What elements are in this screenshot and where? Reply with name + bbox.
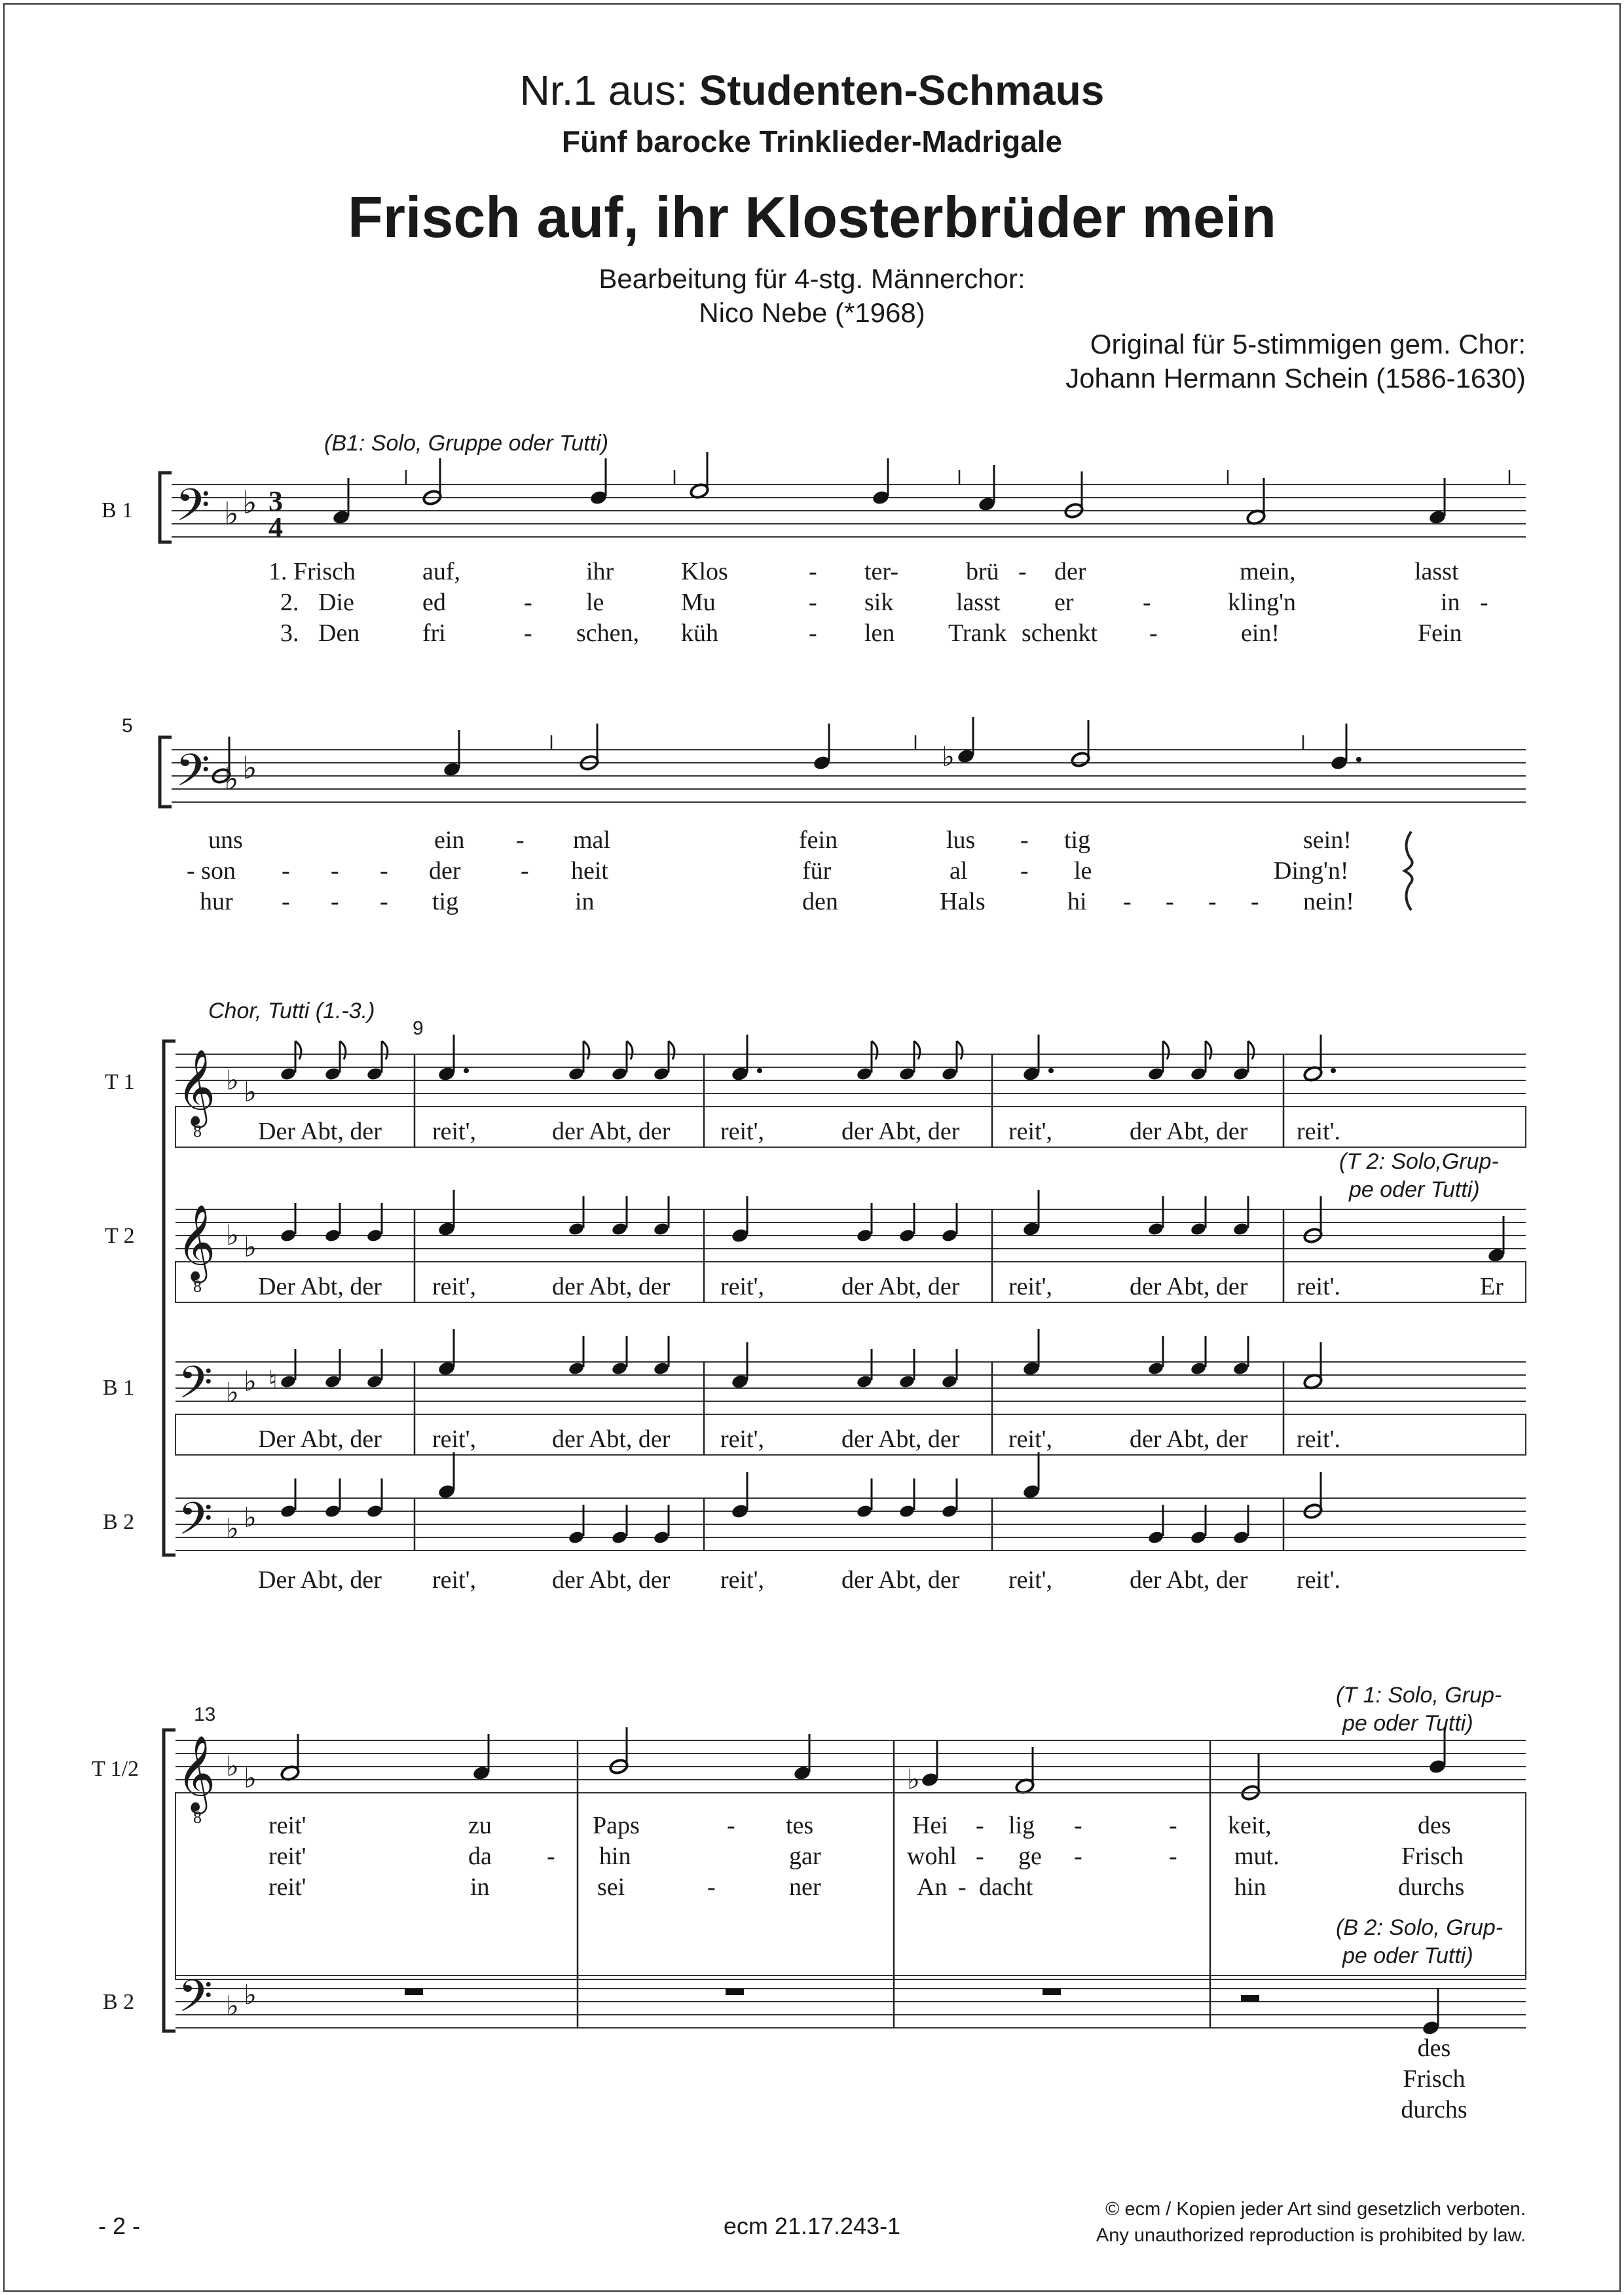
lyric-syllable: den — [802, 888, 838, 915]
staff-t1-2 — [175, 1740, 1526, 1793]
flat-icon: ♭ — [226, 1990, 239, 2022]
note-t2-solo-line2: pe oder Tutti) — [1349, 1177, 1480, 1202]
lyric-syllable: - — [958, 1873, 967, 1901]
lyric-syllable: 2. — [280, 589, 299, 616]
measure-number-5: 5 — [122, 715, 133, 737]
bass-clef-icon: 𝄢 — [175, 480, 210, 542]
lyric-syllable: schenkt — [1022, 619, 1098, 647]
lyrics-verse-3 — [200, 888, 1354, 915]
voice-label-t1-2: T 1/2 — [92, 1757, 139, 1781]
lyric-syllable: des — [1418, 1812, 1451, 1839]
instruction-chor-tutti: Chor, Tutti (1.-3.) — [208, 999, 375, 1023]
lyric-syllable: des — [1417, 2034, 1451, 2062]
lyric-syllable: - — [1208, 888, 1217, 915]
lyrics-t2 — [258, 1273, 1504, 1300]
lyric-syllable: - — [1143, 589, 1151, 616]
lyric-syllable: reit' — [268, 1843, 306, 1870]
lyric-syllable: 1. Frisch — [268, 558, 356, 585]
lyrics-b2 — [258, 1566, 1340, 1594]
lyric-syllable: ihr — [586, 558, 614, 585]
flat-icon: ♭ — [907, 1763, 920, 1795]
lyric-syllable: dacht — [979, 1873, 1033, 1901]
flat-icon: ♭ — [224, 761, 239, 798]
lyric-syllable: er — [1054, 589, 1074, 616]
system-bracket — [164, 1730, 175, 2031]
lyric-syllable: - — [1020, 826, 1029, 854]
lyric-syllable: für — [802, 857, 832, 885]
instruction-b1-solo: (B1: Solo, Gruppe oder Tutti) — [324, 431, 609, 456]
lyric-syllable: - — [1074, 1812, 1082, 1839]
lyric-syllable: ein! — [1241, 619, 1280, 647]
lyric-syllable: - — [524, 619, 532, 647]
system-1 — [101, 431, 1526, 647]
lyric-syllable: der Abt, der — [552, 1425, 671, 1453]
barline-ticks — [406, 470, 1509, 485]
flat-icon: ♭ — [244, 1501, 257, 1533]
lyric-syllable: - — [1169, 1843, 1177, 1870]
lyric-syllable: keit, — [1228, 1812, 1272, 1839]
notes-t1-2-system4 — [280, 1727, 1447, 1801]
collection-line — [520, 67, 1105, 114]
lyric-syllable: zu — [468, 1812, 492, 1839]
lyric-syllable: reit', — [432, 1118, 476, 1145]
flat-icon: ♭ — [226, 1064, 239, 1096]
lyric-syllable: 3. — [280, 619, 299, 647]
lyric-syllable: ein — [434, 826, 465, 854]
system-4 — [92, 1683, 1526, 2123]
lyric-syllable: - — [1166, 888, 1174, 915]
flat-icon: ♭ — [244, 1762, 257, 1794]
lyric-syllable: Paps — [593, 1812, 640, 1839]
lyric-syllable: - — [521, 857, 529, 885]
lyric-syllable: - — [1480, 589, 1488, 616]
staff-b1-continued — [172, 750, 1526, 802]
staff-b2-system4 — [175, 1975, 1526, 2028]
lyric-syllable: Trank — [948, 619, 1007, 647]
lyric-syllable: - — [1020, 857, 1029, 885]
lyric-syllable: kling'n — [1228, 589, 1296, 616]
lyric-syllable: der Abt, der — [1130, 1566, 1248, 1594]
system-bracket — [160, 473, 172, 542]
lyric-syllable: Den — [318, 619, 360, 647]
lyric-syllable: der Abt, der — [841, 1273, 960, 1300]
lyric-syllable: hin — [599, 1843, 631, 1870]
lyric-syllable: reit', — [1008, 1118, 1052, 1145]
lyric-syllable: durchs — [1398, 1873, 1465, 1901]
lyric-syllable: reit', — [720, 1425, 764, 1453]
flat-icon: ♭ — [942, 741, 955, 773]
flat-icon: ♭ — [244, 1979, 257, 2011]
time-signature-top: 3 — [268, 485, 283, 517]
lyrics-t1 — [258, 1118, 1340, 1145]
flat-icon: ♭ — [242, 750, 257, 786]
lyric-syllable: reit'. — [1297, 1566, 1340, 1594]
measure-number-9: 9 — [413, 1018, 424, 1039]
lyrics-verse-1 — [268, 558, 1459, 585]
collection-prefix: Nr.1 aus: — [519, 67, 688, 114]
staff-b1-choir — [175, 1362, 1526, 1414]
lyrics-b1 — [258, 1425, 1340, 1453]
lyric-syllable: fri — [422, 619, 446, 647]
lyrics-verse-3 — [280, 619, 1462, 647]
lyric-syllable: der Abt, der — [1130, 1118, 1248, 1145]
original-credit: Original für 5-stimmigen gem. Chor: — [1090, 329, 1526, 359]
voice-label-b1: B 1 — [101, 498, 134, 523]
lyric-syllable: - — [282, 857, 290, 885]
lyric-syllable: reit', — [432, 1425, 476, 1453]
piece-title: Frisch auf, ihr Klosterbrüder mein — [347, 185, 1277, 249]
treble-clef-icon: 𝄞 — [177, 1048, 216, 1125]
lyric-syllable: ge — [1018, 1843, 1042, 1870]
lyric-syllable: reit', — [432, 1566, 476, 1594]
lyric-syllable: - — [809, 558, 817, 585]
lyric-syllable: Der Abt, der — [258, 1118, 382, 1145]
lyric-syllable: - — [1123, 888, 1132, 915]
lyric-syllable: sik — [864, 589, 894, 616]
notes-t1-system3 — [280, 1035, 1336, 1082]
barline-ticks — [551, 735, 1303, 750]
lyric-syllable: - — [976, 1843, 984, 1870]
lyric-syllable: Klos — [681, 558, 728, 585]
lyric-syllable: lus — [946, 826, 976, 854]
note-b2-solo-line1: (B 2: Solo, Grup- — [1336, 1915, 1504, 1940]
lyric-syllable: auf, — [422, 558, 461, 585]
lyric-syllable: - — [380, 888, 388, 915]
lyric-syllable: reit' — [268, 1812, 306, 1839]
lyric-syllable: - — [524, 589, 532, 616]
lyric-syllable: in — [1441, 589, 1460, 616]
lyric-syllable: schen, — [576, 619, 640, 647]
note-t1-solo-line1: (T 1: Solo, Grup- — [1336, 1683, 1502, 1708]
lyric-syllable: hi — [1067, 888, 1087, 915]
lyric-syllable: der Abt, der — [841, 1118, 960, 1145]
notes-b1-system1 — [332, 452, 1447, 526]
lyric-syllable: - — [809, 619, 817, 647]
lyric-syllable: mut. — [1234, 1843, 1280, 1870]
lyric-syllable: - — [1074, 1843, 1082, 1870]
lyric-syllable: reit', — [720, 1566, 764, 1594]
flat-icon: ♭ — [244, 1076, 257, 1108]
lyric-syllable: - — [1251, 888, 1259, 915]
barlines-t1-2 — [578, 1740, 1210, 1979]
lyric-syllable: tes — [786, 1812, 814, 1839]
lyric-syllable: uns — [208, 826, 243, 854]
flat-icon: ♭ — [244, 1365, 257, 1397]
bass-clef-icon: 𝄢 — [178, 1971, 213, 2033]
lyric-syllable: fein — [799, 826, 838, 854]
treble-clef-icon: 𝄞 — [177, 1735, 216, 1811]
note-t1-solo-line2: pe oder Tutti) — [1342, 1711, 1473, 1736]
lyric-syllable: lasst — [1414, 558, 1459, 585]
rest-icon — [1043, 1989, 1061, 1995]
arrangement-credit: Bearbeitung für 4-stg. Männerchor: — [599, 263, 1025, 294]
notes-b1-system2 — [212, 717, 1361, 784]
lyric-syllable: in — [575, 888, 595, 915]
octave-marker: 8 — [193, 1808, 202, 1827]
collection-title: Studenten-Schmaus — [699, 67, 1105, 114]
staff-t1 — [175, 1054, 1526, 1107]
lyric-syllable: gar — [789, 1843, 821, 1870]
rest-icon — [405, 1989, 423, 1995]
lyric-syllable: - — [331, 857, 339, 885]
voice-label-b2: B 2 — [103, 1990, 135, 2014]
lyrics-verse-1 — [208, 826, 1352, 854]
lyrics-b2-system4 — [1401, 2034, 1467, 2123]
voice-label-t1: T 1 — [105, 1070, 135, 1094]
lyric-syllable: - — [516, 826, 525, 854]
lyric-syllable: sei — [597, 1873, 625, 1901]
lyric-syllable: tig — [1064, 826, 1091, 854]
system-2 — [122, 715, 1526, 915]
lyric-box-t1-2 — [175, 1793, 1526, 1979]
lyric-syllable: ed — [422, 589, 446, 616]
lyric-syllable: - — [707, 1873, 716, 1901]
lyric-syllable: Der Abt, der — [258, 1566, 382, 1594]
measure-number-13: 13 — [194, 1704, 216, 1725]
lyric-syllable: reit'. — [1297, 1118, 1340, 1145]
lyric-syllable: mal — [573, 826, 610, 854]
flat-icon: ♭ — [242, 485, 257, 521]
lyric-syllable: reit', — [432, 1273, 476, 1300]
lyric-syllable: der — [1054, 558, 1086, 585]
lyric-syllable: da — [468, 1843, 492, 1870]
flat-icon: ♭ — [226, 1376, 239, 1408]
catalog-number: ecm 21.17.243-1 — [723, 2212, 901, 2239]
lyric-syllable: reit', — [720, 1118, 764, 1145]
voice-label-t2: T 2 — [105, 1224, 135, 1248]
voice-label-b1: B 1 — [103, 1376, 135, 1400]
lyric-syllable: Die — [318, 589, 354, 616]
copyright-notice: © ecm / Kopien jeder Art sind gesetzlich verboten. — [1105, 2199, 1526, 2220]
flat-icon: ♭ — [226, 1750, 239, 1782]
lyric-syllable: reit', — [1008, 1425, 1052, 1453]
lyric-syllable: ner — [789, 1873, 821, 1901]
lyric-syllable: durchs — [1401, 2096, 1467, 2123]
lyric-syllable: reit'. — [1297, 1425, 1340, 1453]
bass-clef-icon: 𝄢 — [175, 745, 210, 807]
lyric-syllable: Der Abt, der — [258, 1425, 382, 1453]
lyric-syllable: le — [586, 589, 604, 616]
lyric-syllable: der Abt, der — [552, 1118, 671, 1145]
treble-clef-icon: 𝄞 — [177, 1203, 216, 1280]
page-number: - 2 - — [98, 2212, 141, 2239]
lyric-syllable: sein! — [1303, 826, 1352, 854]
lyric-syllable: der Abt, der — [841, 1566, 960, 1594]
lyric-syllable: tig — [432, 888, 459, 915]
lyric-syllable: in — [470, 1873, 490, 1901]
lyrics-verse-2 — [280, 589, 1488, 616]
lyric-syllable: Hals — [940, 888, 986, 915]
voice-label-b2: B 2 — [103, 1510, 135, 1534]
lyric-syllable: Hei — [912, 1812, 948, 1839]
lyric-syllable: - — [547, 1843, 555, 1870]
lyric-syllable: - — [809, 589, 817, 616]
system-bracket — [160, 737, 172, 807]
lyric-syllable: der Abt, der — [841, 1425, 960, 1453]
staff-b1 — [172, 485, 1526, 537]
lyric-syllable: - — [727, 1812, 735, 1839]
rest-icon — [726, 1989, 744, 1995]
note-b2-solo-line2: pe oder Tutti) — [1342, 1943, 1473, 1968]
lyric-syllable: reit' — [268, 1873, 306, 1901]
flat-icon: ♭ — [244, 1231, 257, 1263]
lyric-syllable: Fein — [1418, 619, 1462, 647]
lyric-syllable: len — [864, 619, 895, 647]
lyric-syllable: reit', — [1008, 1566, 1052, 1594]
lyric-syllable: An — [917, 1873, 948, 1901]
lyric-syllable: Frisch — [1401, 1843, 1464, 1870]
lyrics-t1-2-verse-2 — [268, 1843, 1464, 1870]
lyric-syllable: der Abt, der — [1130, 1273, 1248, 1300]
lyric-syllable: hur — [200, 888, 233, 915]
flat-icon: ♭ — [226, 1219, 239, 1251]
lyric-syllable: reit', — [720, 1273, 764, 1300]
lyrics-t1-2-verse-3 — [268, 1873, 1464, 1901]
natural-icon: ♮ — [268, 1365, 278, 1394]
lyric-syllable: - — [1018, 558, 1027, 585]
lyric-syllable: Er — [1480, 1273, 1504, 1300]
lyric-syllable: Frisch — [1403, 2065, 1466, 2093]
lyric-syllable: - — [380, 857, 388, 885]
lyric-syllable: hin — [1234, 1873, 1266, 1901]
lyric-syllable: - — [1169, 1812, 1177, 1839]
lyric-syllable: der Abt, der — [552, 1566, 671, 1594]
composer-name: Johann Hermann Schein (1586-1630) — [1065, 363, 1526, 394]
whole-rests — [405, 1989, 1259, 2002]
arranger-name: Nico Nebe (*1968) — [699, 297, 925, 328]
rest-icon — [1241, 1995, 1259, 2002]
lyric-syllable: - — [976, 1812, 984, 1839]
lyric-syllable: reit'. — [1297, 1273, 1340, 1300]
lyric-syllable: lasst — [956, 589, 1001, 616]
verse-brace-icon — [1405, 832, 1412, 910]
time-signature-bottom: 4 — [268, 511, 283, 543]
system-3 — [103, 999, 1526, 1594]
lyric-syllable: der Abt, der — [552, 1273, 671, 1300]
lyric-syllable: lig — [1008, 1812, 1035, 1839]
flat-icon: ♭ — [224, 496, 239, 532]
octave-marker: 8 — [193, 1122, 202, 1141]
bass-clef-icon: 𝄢 — [178, 1357, 213, 1420]
notes-t2-system3 — [280, 1190, 1505, 1264]
lyric-syllable: Der Abt, der — [258, 1273, 382, 1300]
lyric-syllable: Mu — [681, 589, 716, 616]
lyric-syllable: ter- — [864, 558, 898, 585]
lyric-syllable: - — [331, 888, 339, 915]
staff-b2 — [175, 1498, 1526, 1551]
lyric-syllable: nein! — [1303, 888, 1355, 915]
lyric-syllable: Ding'n! — [1274, 857, 1349, 885]
lyric-syllable: der Abt, der — [1130, 1425, 1248, 1453]
lyric-syllable: le — [1074, 857, 1092, 885]
copyright-notice-en: Any unauthorized reproduction is prohibited by law. — [1096, 2225, 1526, 2246]
lyric-syllable: - — [1149, 619, 1158, 647]
note-t2-solo-line1: (T 2: Solo,Grup- — [1339, 1149, 1499, 1174]
lyric-syllable: wohl — [907, 1843, 957, 1870]
bass-clef-icon: 𝄢 — [178, 1494, 213, 1556]
lyric-syllable: brü — [966, 558, 999, 585]
flat-icon: ♭ — [226, 1513, 239, 1545]
lyrics-verse-2 — [187, 857, 1349, 885]
lyric-syllable: heit — [571, 857, 608, 885]
octave-marker: 8 — [193, 1277, 202, 1296]
lyric-syllable: reit', — [1008, 1273, 1052, 1300]
system-bracket — [164, 1041, 175, 1555]
collection-subtitle: Fünf barocke Trinklieder-Madrigale — [561, 124, 1063, 158]
lyric-syllable: küh — [681, 619, 718, 647]
lyric-syllable: - son — [187, 857, 236, 885]
lyric-syllable: - — [282, 888, 290, 915]
lyric-syllable: al — [950, 857, 968, 885]
lyric-syllable: mein, — [1240, 558, 1296, 585]
lyric-syllable: der — [429, 857, 461, 885]
lyrics-t1-2-verse-1 — [268, 1812, 1451, 1839]
